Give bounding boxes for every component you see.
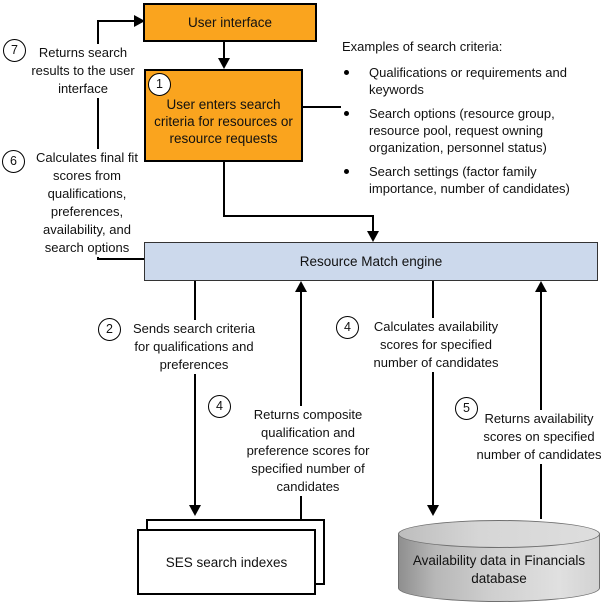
connector-line	[194, 281, 196, 506]
availability-database-label: Availability data in Financials database	[412, 553, 586, 586]
step-5-badge	[455, 397, 478, 420]
step-6-note: Calculates final fit scores from qualifications, preferences, availability, and search options	[36, 150, 138, 255]
database-top-icon	[398, 520, 600, 548]
bullet-text: Qualifications or requirements and keywords	[369, 65, 567, 97]
bullet-icon	[344, 169, 349, 174]
step-2-note: Sends search criteria for qualifications and preferences	[127, 320, 261, 374]
connector-line	[97, 20, 135, 22]
step-7-note: Returns search results to the user interface	[26, 44, 140, 98]
resource-match-engine-label: Resource Match engine	[299, 254, 443, 269]
arrowhead-down-icon	[367, 231, 379, 242]
arrowhead-down-icon	[427, 505, 439, 516]
connector-line	[540, 292, 542, 519]
step-7-badge	[3, 39, 26, 62]
search-criteria-examples	[342, 38, 598, 204]
bullet-text: Search options (resource group, resource pool, request owning organization, personnel status)	[369, 106, 555, 155]
ses-search-indexes-label: SES search indexes	[165, 554, 288, 570]
step-6-number: 6	[10, 154, 17, 169]
connector-line	[303, 106, 341, 108]
bullet-text: Search settings (factor family importance, number of candidates)	[369, 164, 570, 196]
arrowhead-up-icon	[295, 281, 307, 292]
step-1-number: 1	[156, 77, 163, 92]
connector-line	[432, 281, 434, 506]
step-4-calculates-badge	[336, 316, 359, 339]
step-1-badge	[148, 73, 171, 96]
connector-line	[223, 161, 225, 217]
step-2-number: 2	[106, 322, 113, 337]
step-5-number: 5	[463, 401, 470, 416]
step-4-calculates-note: Calculates availability scores for specified number of candidates	[366, 318, 506, 372]
step-4-returns-badge	[208, 395, 231, 418]
step-7-number: 7	[11, 43, 18, 58]
availability-database-cylinder	[398, 520, 600, 602]
step-5-note: Returns availability scores on specified number of candidates	[476, 411, 602, 462]
resource-match-engine-box	[144, 242, 598, 281]
user-interface-label: User interface	[187, 15, 273, 30]
step-6-badge	[2, 150, 25, 173]
user-interface-box	[143, 3, 317, 42]
step-2-badge	[98, 318, 121, 341]
step-4-returns-number: 4	[216, 399, 223, 414]
connector-line	[223, 215, 374, 217]
list-item	[342, 64, 598, 98]
list-item	[342, 105, 598, 156]
search-criteria-label: User enters search criteria for resources or resource requests	[154, 97, 293, 146]
arrowhead-up-icon	[535, 281, 547, 292]
arrowhead-down-icon	[189, 505, 201, 516]
connector-line	[97, 258, 144, 260]
examples-title: Examples of search criteria:	[342, 39, 503, 54]
step-4-returns-note: Returns composite qualification and preference scores for specified number of candidates	[240, 406, 376, 496]
connector-line	[372, 215, 374, 232]
arrowhead-down-icon	[218, 58, 230, 69]
connector-line	[223, 42, 225, 59]
ses-search-indexes-box	[137, 529, 316, 595]
step-4-calculates-number: 4	[344, 320, 351, 335]
bullet-icon	[344, 111, 349, 116]
list-item	[342, 163, 598, 197]
bullet-icon	[344, 70, 349, 75]
